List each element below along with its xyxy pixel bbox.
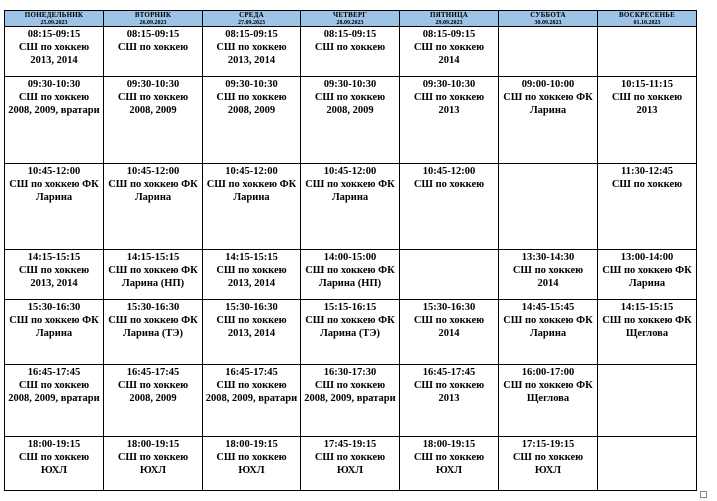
session-cell [5,437,104,491]
session-time: 16:30-17:30 [323,367,377,378]
session-team: СШ по хоккею [18,452,90,463]
session-group: 2008, 2009 [129,393,177,404]
empty-cell [499,27,598,77]
session-team: СШ по хоккею [413,179,485,190]
session-time: 14:15-15:15 [620,302,674,313]
day-name: ПЯТНИЦА [430,10,468,19]
session-team: СШ по хоккею ФК [305,265,395,276]
session-team: СШ по хоккею [314,380,386,391]
session-cell [499,250,598,300]
session-cell [203,250,301,300]
time-slot-row [5,365,697,437]
session-time: 10:45-12:00 [126,166,180,177]
day-header [104,11,203,27]
session-group: ЮХЛ [435,465,463,476]
session-team: СШ по хоккею ФК [108,315,198,326]
session-time: 15:30-16:30 [422,302,476,313]
session-group: Щеглова [526,393,570,404]
session-time: 16:45-17:45 [422,367,476,378]
session-cell [5,250,104,300]
session-time: 17:15-19:15 [521,439,575,450]
time-slot-row [5,437,697,491]
session-time: 08:15-09:15 [27,29,81,40]
session-team: СШ по хоккею [117,92,189,103]
day-header [203,11,301,27]
session-team: СШ по хоккею [117,452,189,463]
session-group: 2013 [636,105,658,116]
session-cell [301,437,400,491]
session-cell [104,437,203,491]
session-group: Ларина (ТЭ) [122,328,183,339]
session-cell [203,27,301,77]
header-row [5,11,697,27]
session-team: СШ по хоккею [611,179,683,190]
session-team: СШ по хоккею ФК [602,315,692,326]
session-team: СШ по хоккею ФК [602,265,692,276]
day-date: 25.09.2023 [40,19,68,26]
session-time: 16:00-17:00 [521,367,575,378]
session-team: СШ по хоккею [413,315,485,326]
session-group: ЮХЛ [40,465,68,476]
session-group: Ларина (НП) [318,278,382,289]
session-group: Ларина [529,105,567,116]
session-team: СШ по хоккею [18,380,90,391]
day-name: СУББОТА [530,10,566,19]
session-group: 2013 [438,393,460,404]
day-date: 29.09.2023 [435,19,463,26]
session-group: Ларина [233,192,270,203]
session-team: СШ по хоккею [18,92,90,103]
session-group: Ларина [35,328,73,339]
day-date: 27.09.2023 [238,19,265,26]
schedule-body [5,27,697,491]
session-time: 08:15-09:15 [126,29,180,40]
session-group: 2014 [537,278,559,289]
session-time: 16:45-17:45 [27,367,81,378]
schedule-table [4,10,697,491]
day-date: 26.09.2023 [139,19,167,26]
session-team: СШ по хоккею ФК [108,265,198,276]
empty-cell [499,164,598,250]
session-team: СШ по хоккею ФК [305,315,395,326]
day-name: ПОНЕДЕЛЬНИК [24,10,84,19]
session-group: ЮХЛ [534,465,562,476]
session-group: 2013, 2014 [227,328,276,339]
session-time: 09:30-10:30 [225,79,278,90]
session-time: 09:30-10:30 [126,79,180,90]
time-slot-row [5,77,697,164]
time-slot-row [5,164,697,250]
session-cell [203,437,301,491]
session-time: 10:45-12:00 [225,166,278,177]
session-time: 18:00-19:15 [422,439,476,450]
session-team: СШ по хоккею [413,452,485,463]
session-cell [598,164,697,250]
day-name: ВОСКРЕСЕНЬЕ [619,10,675,19]
session-team: СШ по хоккею [413,380,485,391]
end-of-page-marker [700,491,707,498]
session-team: СШ по хоккею [216,452,287,463]
session-team: СШ по хоккею ФК [305,179,395,190]
session-group: Ларина [628,278,666,289]
session-team: СШ по хоккею [216,380,287,391]
session-time: 10:45-12:00 [422,166,476,177]
session-time: 13:30-14:30 [521,252,575,263]
session-group: 2014 [438,55,460,66]
session-time: 13:00-14:00 [620,252,674,263]
session-team: СШ по хоккею [413,92,485,103]
session-group: 2008, 2009, вратари [205,393,298,404]
session-cell [104,164,203,250]
session-group: Ларина [331,192,369,203]
session-team: СШ по хоккею [314,92,386,103]
session-time: 09:00-10:00 [521,79,575,90]
session-team: СШ по хоккею ФК [9,179,99,190]
day-header [499,11,598,27]
session-team: СШ по хоккею [216,92,287,103]
session-time: 14:15-15:15 [225,252,278,263]
session-cell [400,437,499,491]
session-team: СШ по хоккею ФК [503,380,593,391]
session-team: СШ по хоккею [512,265,584,276]
session-time: 18:00-19:15 [225,439,278,450]
session-time: 15:15-16:15 [323,302,377,313]
session-cell [400,27,499,77]
session-group: ЮХЛ [139,465,167,476]
session-group: Ларина [35,192,73,203]
session-time: 10:45-12:00 [27,166,81,177]
session-group: ЮХЛ [238,465,265,476]
session-group: 2013, 2014 [30,55,78,66]
session-cell [499,437,598,491]
session-group: ЮХЛ [336,465,364,476]
session-cell [104,300,203,365]
session-cell [499,300,598,365]
day-header [598,11,697,27]
session-group: 2013 [438,105,460,116]
day-date: 28.09.2023 [336,19,364,26]
session-time: 15:30-16:30 [225,302,278,313]
session-time: 08:15-09:15 [225,29,278,40]
session-group: 2008, 2009, вратари [8,105,100,116]
session-time: 14:15-15:15 [126,252,180,263]
time-slot-row [5,300,697,365]
session-team: СШ по хоккею ФК [108,179,198,190]
empty-cell [400,250,499,300]
session-time: 16:45-17:45 [225,367,278,378]
session-cell [400,164,499,250]
session-group: Ларина (ТЭ) [319,328,380,339]
session-cell [104,365,203,437]
session-cell [499,365,598,437]
session-group: 2008, 2009 [227,105,276,116]
session-time: 14:45-15:45 [521,302,575,313]
session-time: 11:30-12:45 [621,166,673,177]
day-date: 30.09.2023 [534,19,562,26]
session-group: Ларина [529,328,567,339]
session-team: СШ по хоккею [117,380,189,391]
day-name: ЧЕТВЕРГ [333,10,367,19]
session-time: 10:15-11:15 [621,79,673,90]
session-group: 2014 [438,328,460,339]
session-cell [5,27,104,77]
session-cell [5,300,104,365]
session-team: СШ по хоккею [117,42,189,53]
session-cell [400,77,499,164]
session-time: 17:45-19:15 [323,439,377,450]
session-group: 2008, 2009 [326,105,374,116]
session-group: Ларина [134,192,172,203]
session-cell [400,300,499,365]
session-cell [400,365,499,437]
session-group: 2013, 2014 [30,278,78,289]
session-cell [203,77,301,164]
session-time: 09:30-10:30 [422,79,476,90]
session-team: СШ по хоккею [512,452,584,463]
session-cell [598,250,697,300]
session-cell [301,27,400,77]
empty-cell [598,27,697,77]
session-team: СШ по хоккею [611,92,683,103]
day-header [400,11,499,27]
session-time: 15:30-16:30 [27,302,81,313]
session-cell [104,250,203,300]
session-cell [499,77,598,164]
session-cell [301,250,400,300]
session-time: 08:15-09:15 [323,29,377,40]
session-team: СШ по хоккею [216,42,287,53]
session-time: 10:45-12:00 [323,166,377,177]
session-group: 2008, 2009, вратари [8,393,100,404]
session-team: СШ по хоккею [314,42,386,53]
session-cell [104,77,203,164]
time-slot-row [5,27,697,77]
session-cell [301,77,400,164]
session-cell [203,365,301,437]
session-cell [203,164,301,250]
session-team: СШ по хоккею ФК [9,315,99,326]
day-name: СРЕДА [239,10,264,19]
session-group: 2013, 2014 [227,278,276,289]
session-time: 09:30-10:30 [323,79,377,90]
session-time: 14:15-15:15 [27,252,81,263]
session-group: 2008, 2009, вратари [304,393,396,404]
day-date: 01.10.2023 [633,19,661,26]
session-team: СШ по хоккею [18,42,90,53]
session-team: СШ по хоккею [18,265,90,276]
session-time: 18:00-19:15 [27,439,81,450]
empty-cell [598,365,697,437]
session-time: 16:45-17:45 [126,367,180,378]
session-cell [5,77,104,164]
session-time: 08:15-09:15 [422,29,476,40]
session-group: Ларина (НП) [121,278,185,289]
time-slot-row [5,250,697,300]
session-cell [104,27,203,77]
day-header [5,11,104,27]
session-team: СШ по хоккею ФК [206,179,297,190]
session-time: 09:30-10:30 [27,79,81,90]
session-group: 2013, 2014 [227,55,276,66]
session-cell [301,365,400,437]
session-cell [5,164,104,250]
session-team: СШ по хоккею [216,265,287,276]
session-team: СШ по хоккею ФК [503,92,593,103]
session-team: СШ по хоккею ФК [503,315,593,326]
session-group: Щеглова [625,328,669,339]
empty-cell [598,437,697,491]
session-team: СШ по хоккею [216,315,287,326]
session-team: СШ по хоккею [413,42,485,53]
session-time: 15:30-16:30 [126,302,180,313]
session-cell [598,77,697,164]
session-group: 2008, 2009 [129,105,177,116]
day-name: ВТОРНИК [134,10,172,19]
session-team: СШ по хоккею [314,452,386,463]
day-header [301,11,400,27]
session-cell [598,300,697,365]
session-cell [301,300,400,365]
session-cell [301,164,400,250]
session-time: 14:00-15:00 [323,252,377,263]
session-cell [203,300,301,365]
session-time: 18:00-19:15 [126,439,180,450]
session-cell [5,365,104,437]
